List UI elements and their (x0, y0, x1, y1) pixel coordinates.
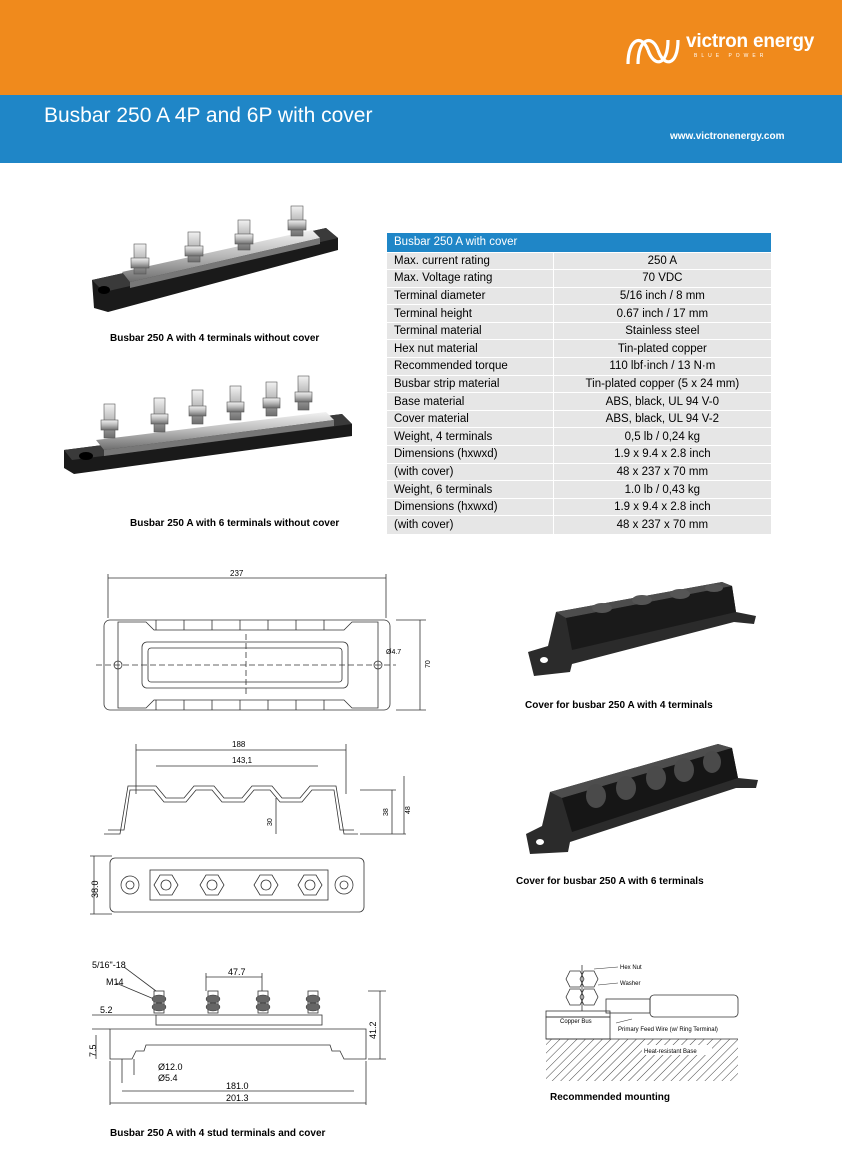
spec-label: Max. Voltage rating (387, 270, 553, 288)
caption-stud: Busbar 250 A with 4 stud terminals and cover (110, 1128, 326, 1139)
drawing-side-view (96, 738, 436, 838)
label-hex-nut: Hex Nut (620, 965, 642, 971)
spec-value: 70 VDC (553, 270, 771, 288)
dim-width-38: 38.0 (90, 880, 100, 898)
spec-label: Dimensions (hxwxd) (387, 446, 553, 464)
spec-label: Max. current rating (387, 252, 553, 270)
spec-value: 48 x 237 x 70 mm (553, 516, 771, 534)
spec-value: 1.9 x 9.4 x 2.8 inch (553, 498, 771, 516)
spec-value: Tin-plated copper (5 x 24 mm) (553, 375, 771, 393)
spec-value: 110 lbf·inch / 13 N·m (553, 358, 771, 376)
spec-row (387, 340, 771, 358)
busbar-4-photo (86, 198, 346, 328)
dim-hole-4-7: Ø4.7 (386, 649, 402, 656)
spec-label: Hex nut material (387, 340, 553, 358)
drawing-stud-view (86, 955, 386, 1125)
spec-label: Terminal material (387, 322, 553, 340)
spec-label: Recommended torque (387, 358, 553, 376)
dim-hole-12: Ø12.0 (158, 1062, 183, 1072)
dim-outer-188: 188 (232, 740, 246, 749)
label-feed-wire: Primary Feed Wire (w/ Ring Terminal) (618, 1027, 718, 1033)
spec-label: Busbar strip material (387, 375, 553, 393)
spec-label: Weight, 6 terminals (387, 481, 553, 499)
spec-label: Weight, 4 terminals (387, 428, 553, 446)
spec-table-title: Busbar 250 A with cover (387, 233, 771, 252)
spec-row (387, 358, 771, 376)
header-band-orange (0, 0, 842, 95)
spec-value: Tin-plated copper (553, 340, 771, 358)
dim-201-3: 201.3 (226, 1093, 249, 1103)
spec-value: 5/16 inch / 8 mm (553, 287, 771, 305)
label-base: Heat-resistant Base (644, 1049, 697, 1055)
spec-label: Cover material (387, 410, 553, 428)
dim-depth-70: 70 (425, 660, 432, 668)
spec-value: 48 x 237 x 70 mm (553, 463, 771, 481)
spec-row (387, 516, 771, 534)
cover-6-photo (522, 738, 762, 858)
page-title: Busbar 250 A 4P and 6P with cover (44, 104, 373, 127)
victron-logo-icon (624, 30, 684, 70)
brand-logo[interactable] (624, 28, 834, 74)
dim-41-2: 41.2 (368, 1021, 378, 1039)
caption-busbar-6: Busbar 250 A with 6 terminals without cover (130, 518, 340, 529)
dim-pitch-47-7: 47.7 (228, 967, 246, 977)
cover-4-photo (522, 572, 762, 682)
brand-tagline: BLUE POWER (694, 53, 768, 59)
spec-value: ABS, black, UL 94 V-0 (553, 393, 771, 411)
drawing-plan-view (86, 850, 376, 920)
dim-height-38: 38 (383, 808, 390, 816)
spec-row (387, 463, 771, 481)
drawing-mounting (542, 955, 742, 1085)
spec-row (387, 322, 771, 340)
spec-value: 0.67 inch / 17 mm (553, 305, 771, 323)
spec-label: Dimensions (hxwxd) (387, 498, 553, 516)
spec-row (387, 375, 771, 393)
dim-inner-143-1: 143,1 (232, 756, 253, 765)
spec-row (387, 287, 771, 305)
dim-width-237: 237 (230, 569, 244, 578)
spec-row (387, 446, 771, 464)
spec-row (387, 428, 771, 446)
website-link[interactable]: www.victronenergy.com (670, 131, 785, 142)
dim-7-5: 7.5 (88, 1044, 98, 1057)
spec-row (387, 270, 771, 288)
brand-name: victron energy (686, 31, 815, 52)
label-copper-bus: Copper Bus (560, 1019, 592, 1025)
spec-value: 1.0 lb / 0,43 kg (553, 481, 771, 499)
dim-height-30: 30 (267, 818, 274, 826)
dim-hole-5-4: Ø5.4 (158, 1073, 178, 1083)
caption-mounting: Recommended mounting (550, 1092, 671, 1103)
spec-value: ABS, black, UL 94 V-2 (553, 410, 771, 428)
dim-metric: M14 (106, 977, 124, 987)
drawing-top-view (96, 568, 436, 718)
dim-5-2: 5.2 (100, 1005, 113, 1015)
busbar-6-photo (60, 370, 360, 490)
spec-row (387, 305, 771, 323)
spec-value: 1.9 x 9.4 x 2.8 inch (553, 446, 771, 464)
header-band-blue (0, 95, 842, 163)
dim-height-48: 48 (405, 806, 412, 814)
spec-label: Terminal height (387, 305, 553, 323)
spec-value: 250 A (553, 252, 771, 270)
caption-cover-6: Cover for busbar 250 A with 6 terminals (516, 876, 704, 887)
spec-row (387, 410, 771, 428)
spec-label: Terminal diameter (387, 287, 553, 305)
dim-181: 181.0 (226, 1081, 249, 1091)
spec-label: (with cover) (387, 516, 553, 534)
spec-row (387, 481, 771, 499)
label-washer: Washer (620, 981, 641, 987)
spec-value: Stainless steel (553, 322, 771, 340)
spec-table (387, 233, 771, 534)
caption-busbar-4: Busbar 250 A with 4 terminals without cover (110, 333, 320, 344)
spec-label: Base material (387, 393, 553, 411)
dim-thread: 5/16"-18 (92, 960, 126, 970)
spec-label: (with cover) (387, 463, 553, 481)
spec-row (387, 252, 771, 270)
spec-row (387, 393, 771, 411)
spec-value: 0,5 lb / 0,24 kg (553, 428, 771, 446)
spec-row (387, 498, 771, 516)
caption-cover-4: Cover for busbar 250 A with 4 terminals (525, 700, 713, 711)
